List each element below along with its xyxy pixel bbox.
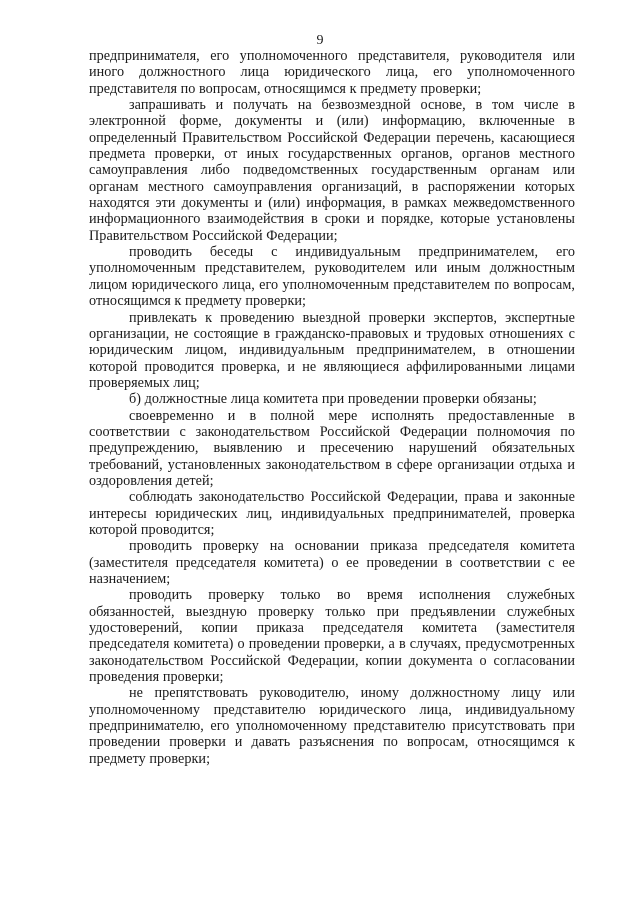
paragraph-request-documents: запрашивать и получать на безвозмездной основе, в том числе в электронной форме, документы и (или) информацию, включенные в определенный Правительством Российской Федерации перечень, касающиеся предмета проверки, от иных государственных органов, органов местного самоуправления либо подведомственных государственным органам или органам местного самоуправления организаций, в распоряжении которых находятся эти документы и (или) информация, в рамках межведомственного информационного взаимодействия в сроки и порядке, которые установлены Правительством Российской Федерации; (89, 97, 575, 244)
paragraph-officials-obliged: б) должностные лица комитета при проведении проверки обязаны; (129, 391, 537, 408)
paragraph-exercise-powers: своевременно и в полной мере исполнять предоставленные в соответствии с законодательством Российской Федерации полномочия по предупреждению, выявлению и пресечению нарушений обязательных требований, установленных законодательством в сфере организации отдыха и оздоровления детей; (89, 407, 575, 489)
document-body (89, 48, 575, 767)
paragraph-conduct-conversations: проводить беседы с индивидуальным предпринимателем, его уполномоченным представителем, руководителем или иным должностным лицом юридического лица, его уполномоченным представителем по вопросам, относящимся к предмету проверки; (89, 244, 575, 310)
paragraph-not-obstruct: не препятствовать руководителю, иному должностному лицу или уполномоченному представителю юридического лица, индивидуальному предпринимателю, его уполномоченному представителю присутствовать при проведении проверки и давать разъяснения по вопросам, относящимся к предмету проверки; (89, 685, 575, 767)
paragraph-continuation: предпринимателя, его уполномоченного представителя, руководителя или иного должностного лица юридического лица, его уполномоченного представителя по вопросам, относящимся к предмету проверки; (89, 48, 575, 97)
paragraph-observe-legislation: соблюдать законодательство Российской Федерации, права и законные интересы юридических лиц, индивидуальных предпринимателей, проверка которой проводится; (89, 489, 575, 538)
paragraph-service-hours: проводить проверку только во время исполнения служебных обязанностей, выездную проверку только при предъявлении служебных удостоверений, копии приказа председателя комитета (заместителя председателя комитета) о проведении проверки, а в случаях, предусмотренных законодательством Российской Федерации, копии документа о согласовании проведения проверки; (89, 587, 575, 686)
paragraph-order-basis: проводить проверку на основании приказа председателя комитета (заместителя председателя комитета) о ее проведении в соответствии с ее назначением; (89, 538, 575, 587)
page-number: 9 (316, 33, 324, 48)
paragraph-involve-experts: привлекать к проведению выездной проверки экспертов, экспертные организации, не состоящие в гражданско-правовых и трудовых отношениях с юридическим лицом, индивидуальным предпринимателем, в отношении которой проводится проверка, и не являющиеся аффилированными лицами проверяемых лиц; (89, 309, 575, 391)
